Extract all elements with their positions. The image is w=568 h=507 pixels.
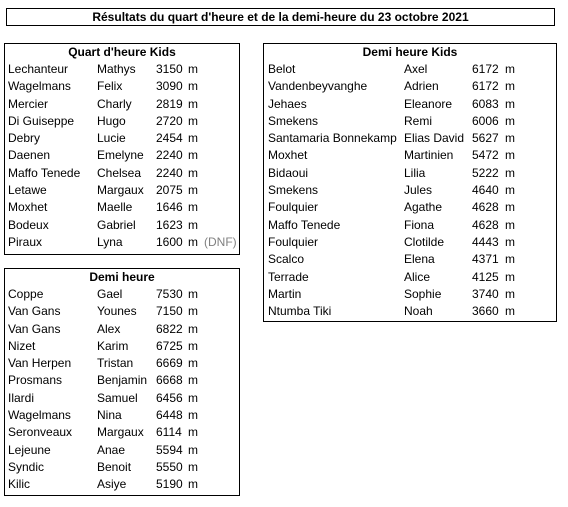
unit: m [505,234,515,249]
table-row [5,338,239,355]
unit: m [188,390,198,405]
table-row [5,476,239,493]
table-row [264,130,556,147]
quart-kids-heading: Quart d'heure Kids [68,45,176,59]
last-name: Piraux [8,234,43,249]
last-name: Maffo Tenede [268,217,341,232]
table-row [5,96,239,113]
table-row [264,269,556,286]
first-name: Clotilde [404,234,445,249]
unit: m [505,217,515,232]
table-row [5,459,239,476]
table-row [5,199,239,216]
demi-heure-rows [5,286,239,494]
distance: 6114 [156,425,182,440]
first-name: Axel [404,62,428,76]
table-row [5,147,239,164]
last-name: Ntumba Tiki [268,304,332,319]
quart-kids-table [4,43,240,255]
table-row [5,355,239,372]
first-name: Asiye [97,477,127,492]
distance: 3090 [156,79,183,94]
distance: 6822 [156,321,183,336]
first-name: Agathe [404,200,443,215]
table-row [264,182,556,199]
first-name: Margaux [97,183,144,198]
unit: m [188,477,198,492]
table-row [5,424,239,441]
last-name: Foulquier [268,200,319,215]
first-name: Alex [97,321,121,336]
distance: 2075 [156,183,183,198]
table-row [5,407,239,424]
first-name: Karim [97,338,129,353]
last-name: Moxhet [8,200,48,215]
distance: 4628 [472,200,499,215]
demi-kids-table [263,43,557,322]
distance: 1646 [156,200,183,215]
table-row [5,372,239,389]
table-row [264,199,556,216]
first-name: Fiona [404,217,435,232]
page-title: Résultats du quart d'heure et de la demi-heure du 23 octobre 2021 [6,8,555,26]
last-name: Coppe [8,287,44,301]
distance: 2454 [156,131,183,146]
unit: m [505,165,515,180]
distance: 5472 [472,148,499,163]
first-name: Maelle [97,200,133,215]
distance: 3660 [472,304,499,319]
table-row [5,165,239,182]
unit: m [505,304,515,319]
demi-kids-rows [264,61,556,320]
unit: m [505,113,515,128]
last-name: Nizet [8,338,36,353]
last-name: Martin [268,286,302,301]
table-row [264,165,556,182]
distance: 5190 [156,477,183,492]
distance: 7150 [156,304,183,319]
unit: m [188,113,198,128]
distance: 4640 [472,183,499,198]
table-row [5,78,239,95]
last-name: Wagelmans [8,79,71,94]
first-name: Sophie [404,286,442,301]
last-name: Bodeux [8,217,49,232]
unit: m [188,131,198,146]
last-name: Lejeune [8,442,51,457]
first-name: Tristan [97,356,134,371]
last-name: Lechanteur [8,62,69,76]
table-row [5,234,239,251]
last-name: Daenen [8,148,51,163]
distance: 6006 [472,113,499,128]
unit: m [505,148,515,163]
distance: 7530 [156,287,183,301]
last-name: Kilic [8,477,31,492]
last-name: Syndic [8,459,45,474]
distance: 4443 [472,234,499,249]
table-row [5,286,239,303]
unit: m [188,459,198,474]
unit: m [505,131,515,146]
table-row [5,321,239,338]
table-row [264,78,556,95]
unit: m [505,269,515,284]
first-name: Jules [404,183,433,198]
unit: m [188,373,198,388]
distance: 4371 [472,252,499,267]
table-row [5,217,239,234]
first-name: Remi [404,113,433,128]
first-name: Nina [97,408,122,423]
distance: 6448 [156,408,183,423]
unit: m [188,442,198,457]
unit: m [188,356,198,371]
unit: m [188,425,198,440]
first-name: Mathys [97,62,136,76]
unit: m [188,148,198,163]
first-name: Samuel [97,390,138,405]
first-name: Benjamin [97,373,148,388]
distance: 4125 [472,269,499,284]
table-row [264,286,556,303]
distance: 2240 [156,165,183,180]
first-name: Eleanore [404,96,453,111]
distance: 6083 [472,96,499,111]
table-row [5,390,239,407]
first-name: Charly [97,96,132,111]
unit: m [188,79,198,94]
table-row [5,61,239,78]
last-name: Debry [8,131,41,146]
unit: m [188,408,198,423]
distance: 6456 [156,390,183,405]
last-name: Letawe [8,183,47,198]
table-row [5,130,239,147]
table-row [264,113,556,130]
unit: m [188,183,198,198]
first-name: Margaux [97,425,144,440]
first-name: Adrien [404,79,439,94]
unit: m [505,183,515,198]
first-name: Gael [97,287,123,301]
demi-heure-table [4,268,240,496]
distance: 2819 [156,96,183,111]
distance: 6172 [472,79,499,94]
first-name: Chelsea [97,165,142,180]
unit: m [188,96,198,111]
unit: m [188,165,198,180]
first-name: Lilia [404,165,426,180]
distance: 6668 [156,373,183,388]
distance: 3740 [472,286,499,301]
last-name: Jehaes [268,96,307,111]
last-name: Belot [268,62,296,76]
table-row [264,217,556,234]
last-name: Van Gans [8,304,61,319]
table-row [264,61,556,78]
unit: m [505,200,515,215]
first-name: Lyna [97,234,123,249]
last-name: Mercier [8,96,49,111]
last-name: Smekens [268,183,319,198]
distance: 5550 [156,459,183,474]
last-name: Smekens [268,113,319,128]
distance: 6725 [156,338,183,353]
table-row [5,303,239,320]
unit: m [188,321,198,336]
table-row [264,303,556,320]
distance: 3150 [156,62,183,76]
last-name: Seronveaux [8,425,73,440]
last-name: Moxhet [268,148,308,163]
unit: m [188,287,198,301]
unit: m [188,304,198,319]
distance: 1600 [156,234,183,249]
unit: m [505,252,515,267]
first-name: Anae [97,442,126,457]
last-name: Van Herpen [8,356,72,371]
table-row [264,147,556,164]
last-name: Santamaria Bonnekamp [268,131,397,146]
unit: m [188,200,198,215]
distance: 1623 [156,217,183,232]
distance: 5594 [156,442,183,457]
distance: 2240 [156,148,183,163]
first-name: Martinien [404,148,454,163]
distance: 5222 [472,165,499,180]
distance: 6172 [472,62,499,76]
distance: 5627 [472,131,499,146]
last-name: Terrade [268,269,309,284]
first-name: Benoit [97,459,132,474]
first-name: Hugo [97,113,126,128]
unit: m [505,96,515,111]
first-name: Gabriel [97,217,136,232]
last-name: Maffo Tenede [8,165,81,180]
last-name: Scalco [268,252,305,267]
first-name: Lucie [97,131,126,146]
unit: m [505,62,515,76]
demi-kids-heading: Demi heure Kids [362,45,458,59]
unit: m [505,79,515,94]
table-row [264,96,556,113]
quart-kids-rows [5,61,239,251]
first-name: Elias David [404,131,465,146]
last-name: Di Guiseppe [8,113,75,128]
unit: m [188,338,198,353]
last-name: Bidaoui [268,165,309,180]
first-name: Elena [404,252,435,267]
last-name: Wagelmans [8,408,71,423]
first-name: Alice [404,269,431,284]
first-name: Felix [97,79,123,94]
table-row [264,251,556,268]
table-row [264,234,556,251]
last-name: Prosmans [8,373,63,388]
last-name: Foulquier [268,234,319,249]
unit: m [188,234,198,249]
distance: 6669 [156,356,183,371]
unit: m [505,286,515,301]
demi-heure-heading: Demi heure [89,270,155,284]
first-name: Noah [404,304,433,319]
note: (DNF) [204,234,237,249]
unit: m [188,217,198,232]
table-row [5,182,239,199]
first-name: Emelyne [97,148,144,163]
last-name: Ilardi [8,390,35,405]
table-row [5,113,239,130]
distance: 2720 [156,113,183,128]
table-row [5,442,239,459]
last-name: Vandenbeyvanghe [268,79,368,94]
first-name: Younes [97,304,137,319]
distance: 4628 [472,217,499,232]
unit: m [188,62,198,76]
last-name: Van Gans [8,321,61,336]
